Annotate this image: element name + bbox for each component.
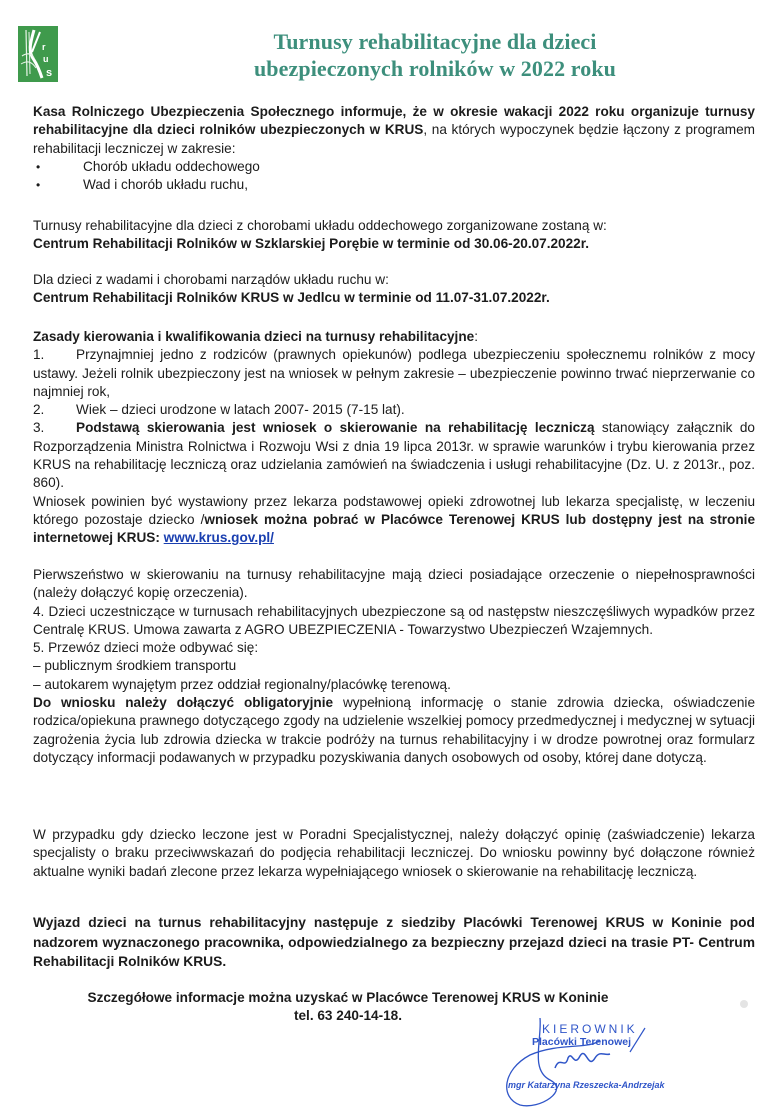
rules-heading	[33, 328, 755, 346]
departure-section	[33, 913, 755, 972]
departure-text: Wyjazd dzieci na turnus rehabilitacyjny następuje z siedziby Placówki Terenowej KRUS w Koninie pod nadzorem wyznaczonego pracownika, odpowiedzialnego za bezpieczny przejazd dzieci na trasie PT- Centrum Rehabilitacji Rolników KRUS.	[33, 915, 755, 969]
intro-paragraph	[33, 103, 755, 158]
priority-text: Pierwszeństwo w skierowaniu na turnusy rehabilitacyjne mają dzieci posiadające orzeczenie o niepełnosprawności (należy dołączyć kopię orzeczenia).	[33, 567, 755, 601]
list-item: • Wad i chorób układu ruchu,	[33, 176, 755, 194]
attachments-text: wypełnioną informację o stanie zdrowia dziecka, oświadczenie rodzica/opiekuna prawnego dotyczącego zgody na udzielenie wszelkiej pomocy przedmedycznej i medycznej w sytuacji zagrożenia życia lub zdrowia dziecka w trakcie podróży na turnus rehabilitacyjny i w drodze powrotnej oraz formularz dotyczący informacji podawanych w przypadku pozyskiwania danych osobowych od osoby, której dane dotyczą.	[33, 695, 756, 765]
rule-text: stanowiący załącznik do Rozporządzenia Ministra Rolnictwa i Rozwoju Wsi z dnia 19 lipca 2013r. w sprawie warunków i trybu kierowania przez KRUS na rehabilitację leczniczą oraz udzielania zamówień na świadczenia i usługi rehabilitacyjne (Dz. U. z 2013r., poz. 860).	[33, 420, 755, 491]
contact-phone: tel. 63 240-14-18.	[293, 1008, 403, 1024]
page-title	[150, 28, 720, 82]
rules-heading-text: Zasady kierowania i kwalifikowania dzieci na turnusy rehabilitacyjne	[33, 329, 475, 344]
rules-section	[33, 328, 755, 548]
respiratory-lead: Turnusy rehabilitacyjne dla dzieci z chorobami układu oddechowego zorganizowane zostaną w:	[33, 218, 607, 233]
issuer-text: Wniosek powinien być wystawiony przez lekarza podstawowej opieki zdrowotnej lub lekarza specjalistę, w leczeniu którego pozostaje dziecko /	[33, 493, 755, 527]
intro-section	[33, 103, 755, 194]
insurance-text: 4. Dzieci uczestniczące w turnusach rehabilitacyjnych ubezpieczone są od następstw nieszczęśliwych wypadków przez Centralę KRUS. Umowa zawarta z AGRO UBEZPIECZENIA - Towarzystwo Ubezpieczeń Wzajemnych.	[33, 603, 755, 637]
title-line-2: ubezpieczonych rolników w 2022 roku	[253, 56, 617, 81]
specialist-section	[33, 826, 755, 881]
svg-text:s: s	[46, 67, 53, 79]
rule-number: 2.	[33, 402, 45, 418]
priority-section	[33, 566, 755, 767]
stamp-title: KIEROWNIK	[542, 1022, 638, 1036]
scan-mark	[740, 1000, 748, 1008]
issuer-bold: wniosek można pobrać w Placówce Terenowej KRUS lub dostępny jest na stronie internetowej KRUS:	[33, 511, 756, 546]
rule-bold-text: Podstawą skierowania jest wniosek o skierowanie na rehabilitację leczniczą	[76, 420, 595, 436]
stamp-name: mgr Katarzyna Rzeszecka-Andrzejak	[508, 1080, 665, 1090]
rule-1	[33, 346, 755, 401]
transport-option: – publicznym środkiem transportu	[33, 658, 237, 674]
attachments-paragraph	[33, 694, 755, 767]
rule-text: Przynajmniej jedno z rodziców (prawnych opiekunów) podlega ubezpieczeniu społecznemu rolników z mocy ustawy. Jeżeli rolnik ubezpieczony jest na wniosek w pełnym zakresie – ubezpieczenie powinno trwać nieprzerwanie co najmniej rok,	[33, 347, 755, 399]
therapy-scope-list	[33, 158, 755, 195]
intro-bold: Kasa Rolniczego Ubezpieczenia Społecznego informuje, że w okresie wakacji 2022 roku organizuje turnusy rehabilitacyjne dla dzieci rolników ubezpieczonych w KRUS	[33, 104, 755, 138]
title-line-1: Turnusy rehabilitacyjne dla dzieci	[273, 29, 597, 54]
svg-text:r: r	[42, 42, 46, 52]
motor-section	[33, 271, 755, 308]
rule-2	[33, 401, 755, 419]
rule-text: Wiek – dzieci urodzone w latach 2007- 2015 (7-15 lat).	[76, 402, 405, 418]
respiratory-section	[33, 217, 755, 254]
signature-stamp	[500, 1010, 720, 1110]
krus-website-link[interactable]: www.krus.gov.pl/	[163, 530, 274, 546]
specialist-text: W przypadku gdy dziecko leczone jest w Poradni Specjalistycznej, należy dołączyć opinię (zaświadczenie) lekarza specjalisty o braku przeciwwskazań do podjęcia rehabilitacji leczniczej. Do wniosku powinny być dołączone również aktualne wyniki badań zlecone przez lekarza wypełniającego wniosek o skierowanie na rehabilitację leczniczą.	[33, 827, 755, 879]
respiratory-location: Centrum Rehabilitacji Rolników w Szklarskiej Porębie w terminie od 30.06-20.07.2022r.	[33, 236, 590, 252]
rules-heading-suffix: :	[474, 329, 478, 344]
contact-line-1: Szczegółowe informacje można uzyskać w Placówce Terenowej KRUS w Koninie	[87, 990, 609, 1005]
krus-logo-icon	[18, 26, 58, 82]
rule-number: 3.	[33, 420, 45, 436]
rule-number: 1.	[33, 347, 45, 363]
transport-heading: 5. Przewóz dzieci może odbywać się:	[33, 640, 259, 656]
transport-option: – autokarem wynajętym przez oddział regionalny/placówkę terenową.	[33, 676, 451, 692]
stamp-subtitle: Placówki Terenowej	[532, 1036, 632, 1048]
rule-3	[33, 419, 755, 492]
attachments-bold: Do wniosku należy dołączyć obligatoryjnie	[33, 695, 334, 711]
issuer-paragraph	[33, 493, 755, 548]
intro-rest: , na których wypoczynek będzie łączony z programem rehabilitacji leczniczej w zakresie:	[33, 122, 755, 156]
list-item: • Chorób układu oddechowego	[33, 158, 755, 176]
motor-location: Centrum Rehabilitacji Rolników KRUS w Jedlcu w terminie od 11.07-31.07.2022r.	[33, 290, 550, 306]
motor-lead: Dla dzieci z wadami i chorobami narządów układu ruchu w:	[33, 272, 389, 287]
svg-text:u: u	[43, 54, 49, 64]
